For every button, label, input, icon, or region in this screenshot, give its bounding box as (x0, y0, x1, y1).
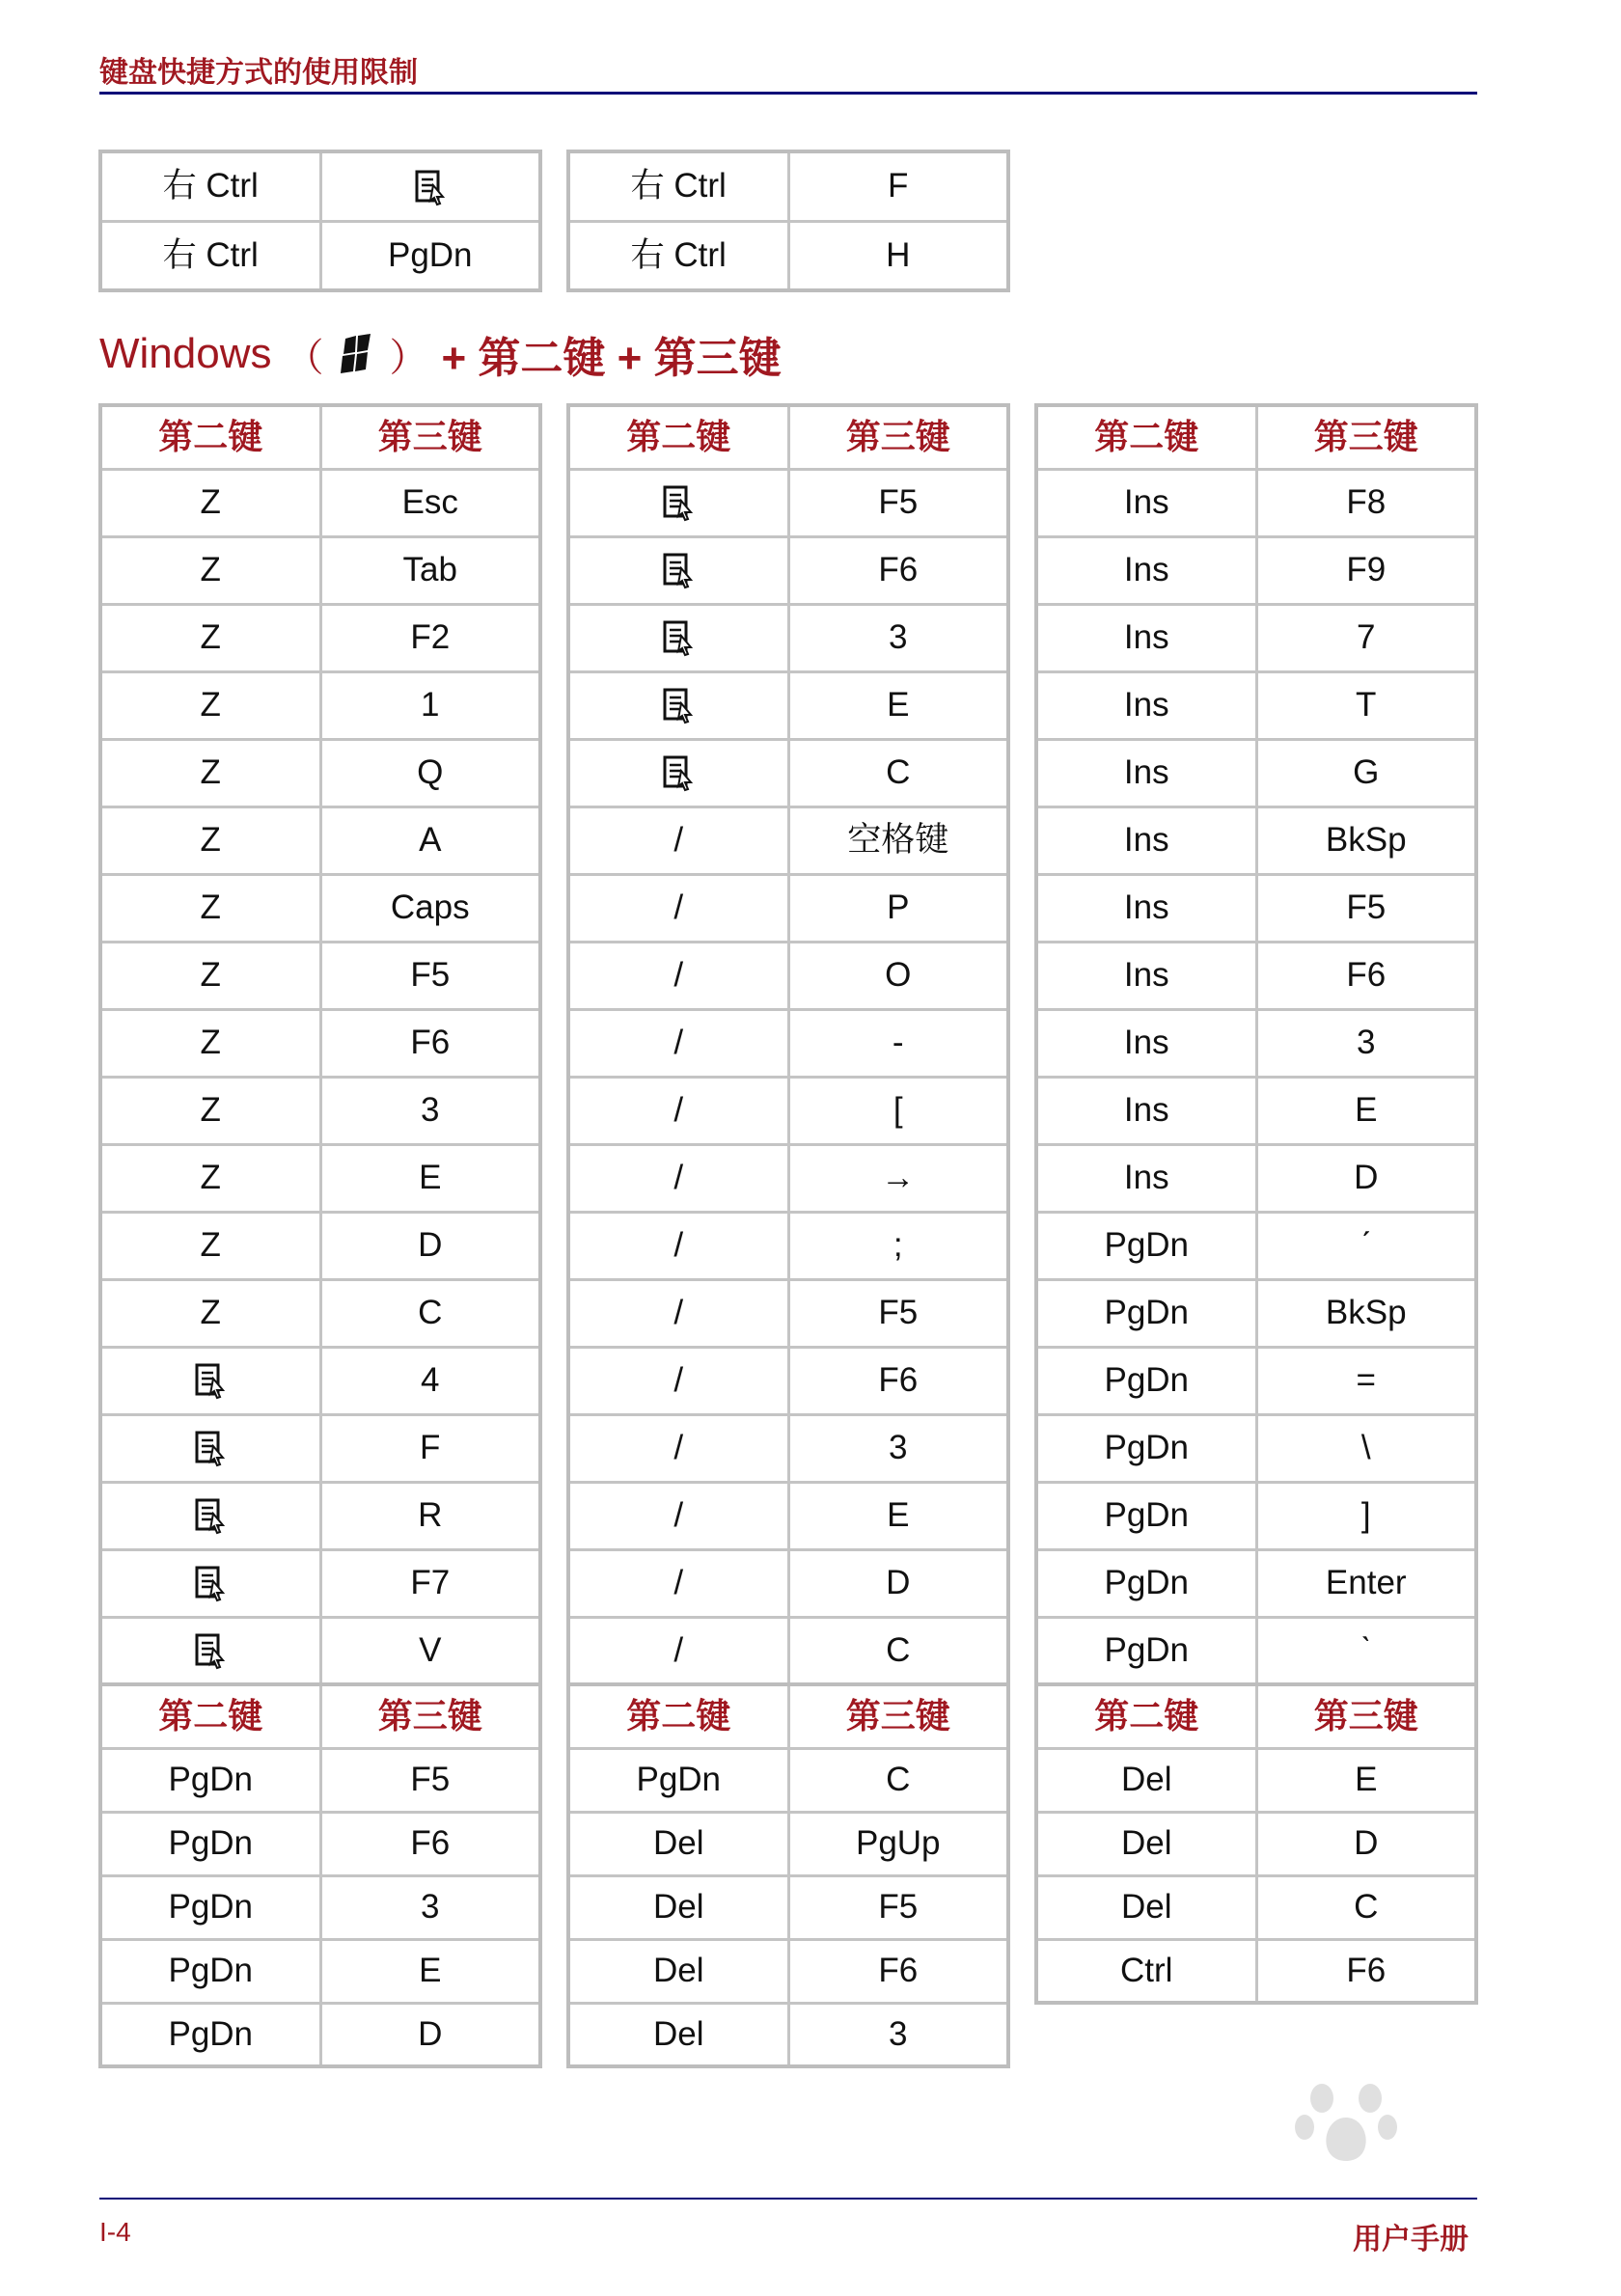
key-cell: E (788, 1482, 1008, 1549)
column-header: 第三键 (1256, 405, 1476, 469)
key-cell: Ins (1036, 671, 1256, 739)
key-cell: / (568, 1077, 788, 1144)
key-cell: F6 (320, 1812, 540, 1875)
top-table-2 (566, 150, 1010, 292)
key-cell: Z (100, 874, 320, 942)
key-cell: F6 (1256, 942, 1476, 1009)
shortcut-table-2 (566, 403, 1010, 1686)
key-cell: PgDn (1036, 1347, 1256, 1414)
key-cell: ˊ (1256, 1212, 1476, 1279)
key-cell: Z (100, 671, 320, 739)
table-row (100, 806, 540, 874)
key-cell: ; (788, 1212, 1008, 1279)
key-cell: / (568, 1549, 788, 1617)
paren-open: （ (285, 336, 324, 379)
key-cell: Z (100, 536, 320, 604)
table-row (100, 1549, 540, 1617)
key-cell: O (788, 942, 1008, 1009)
key-cell: / (568, 1009, 788, 1077)
table-row (1036, 1482, 1476, 1549)
key-cell: Z (100, 739, 320, 806)
key-cell: Del (1036, 1812, 1256, 1875)
key-cell: BkSp (1256, 806, 1476, 874)
key-cell: Z (100, 1144, 320, 1212)
table-row (100, 1347, 540, 1414)
table-row (100, 1939, 540, 2003)
key-cell: PgDn (320, 221, 540, 290)
key-cell: F5 (788, 469, 1008, 536)
key-cell: F5 (320, 942, 540, 1009)
page-header-title: 键盘快捷方式的使用限制 (99, 57, 418, 89)
table-row (1036, 1939, 1476, 2003)
column-header: 第三键 (788, 1684, 1008, 1748)
table-row (1036, 1875, 1476, 1939)
key-cell: Ins (1036, 942, 1256, 1009)
key-cell: Ins (1036, 874, 1256, 942)
key-cell: - (788, 1009, 1008, 1077)
key-cell: PgDn (100, 2003, 320, 2066)
page-number: I-4 (99, 2217, 131, 2247)
table-row (1036, 469, 1476, 536)
key-cell: 3 (788, 1414, 1008, 1482)
table-row (1036, 1617, 1476, 1684)
key-cell: PgDn (1036, 1549, 1256, 1617)
table-row (1036, 604, 1476, 671)
key-cell: Z (100, 604, 320, 671)
table-row (1036, 874, 1476, 942)
shortcut-table-1b (98, 1682, 542, 2068)
key-cell: / (568, 1212, 788, 1279)
key-cell: Del (568, 1939, 788, 2003)
table-row (1036, 1212, 1476, 1279)
key-cell: F6 (788, 1939, 1008, 2003)
key-cell: PgDn (1036, 1212, 1256, 1279)
key-cell: Caps (320, 874, 540, 942)
table-header-row (1036, 405, 1476, 469)
table-row (1036, 1009, 1476, 1077)
key-cell: PgDn (1036, 1279, 1256, 1347)
table-row (100, 2003, 540, 2066)
table-row (568, 221, 1008, 290)
column-header: 第三键 (320, 405, 540, 469)
shortcut-table-3b (1034, 1682, 1478, 2005)
key-cell: Del (1036, 1875, 1256, 1939)
menu-key-icon (100, 1617, 320, 1684)
table-row (568, 2003, 1008, 2066)
table-row (568, 469, 1008, 536)
menu-key-icon (320, 151, 540, 221)
key-cell: → (788, 1144, 1008, 1212)
table-row (100, 1212, 540, 1279)
top-table-1 (98, 150, 542, 292)
key-cell: [ (788, 1077, 1008, 1144)
table-row (100, 1482, 540, 1549)
table-row (568, 604, 1008, 671)
key-cell: F6 (320, 1009, 540, 1077)
key-cell: C (788, 1748, 1008, 1812)
key-cell: Del (568, 1875, 788, 1939)
key-cell: F2 (320, 604, 540, 671)
table-row (568, 739, 1008, 806)
key-cell: PgDn (1036, 1617, 1256, 1684)
key-cell: 1 (320, 671, 540, 739)
table-row (568, 1347, 1008, 1414)
table-row (100, 1414, 540, 1482)
key-cell: Ins (1036, 1009, 1256, 1077)
table-row (568, 1212, 1008, 1279)
table-row (568, 1939, 1008, 2003)
key-cell: Z (100, 1009, 320, 1077)
table-row (100, 604, 540, 671)
windows-logo-icon (338, 333, 376, 375)
paren-close: ） (389, 336, 428, 379)
key-cell: PgDn (1036, 1482, 1256, 1549)
key-cell: Ins (1036, 469, 1256, 536)
key-cell: 右 Ctrl (568, 151, 788, 221)
column-header: 第二键 (100, 405, 320, 469)
table-row (100, 469, 540, 536)
table-row (100, 221, 540, 290)
key-cell: PgDn (100, 1875, 320, 1939)
key-cell: 3 (1256, 1009, 1476, 1077)
table-row (100, 151, 540, 221)
section-title-windows: Windows (99, 330, 272, 377)
key-cell: PgUp (788, 1812, 1008, 1875)
menu-key-icon (568, 536, 788, 604)
key-cell: F8 (1256, 469, 1476, 536)
table-row (100, 1617, 540, 1684)
key-cell: Del (568, 1812, 788, 1875)
key-cell: F (320, 1414, 540, 1482)
key-cell: PgDn (100, 1939, 320, 2003)
key-cell: PgDn (100, 1812, 320, 1875)
table-row (568, 1279, 1008, 1347)
key-cell: Tab (320, 536, 540, 604)
table-row (568, 1482, 1008, 1549)
table-row (568, 1077, 1008, 1144)
key-cell: / (568, 1279, 788, 1347)
key-cell: F7 (320, 1549, 540, 1617)
table-row (100, 1812, 540, 1875)
key-cell: 3 (320, 1875, 540, 1939)
key-cell: T (1256, 671, 1476, 739)
key-cell: ] (1256, 1482, 1476, 1549)
column-header: 第二键 (1036, 405, 1256, 469)
key-cell: Ctrl (1036, 1939, 1256, 2003)
key-cell: 右 Ctrl (100, 221, 320, 290)
table-row (1036, 739, 1476, 806)
shortcut-table-2b (566, 1682, 1010, 2068)
key-cell: 3 (788, 2003, 1008, 2066)
table-row (568, 671, 1008, 739)
key-cell: F6 (1256, 1939, 1476, 2003)
table-row (100, 1748, 540, 1812)
table-header-row (100, 1684, 540, 1748)
menu-key-icon (100, 1414, 320, 1482)
key-cell: 右 Ctrl (568, 221, 788, 290)
key-cell: E (320, 1144, 540, 1212)
column-header: 第三键 (1256, 1684, 1476, 1748)
table-header-row (1036, 1684, 1476, 1748)
column-header: 第二键 (100, 1684, 320, 1748)
key-cell: V (320, 1617, 540, 1684)
key-cell: / (568, 1414, 788, 1482)
key-cell: / (568, 806, 788, 874)
table-row (1036, 1347, 1476, 1414)
table-row (568, 1009, 1008, 1077)
table-row (568, 1875, 1008, 1939)
key-cell: R (320, 1482, 540, 1549)
key-cell: Z (100, 806, 320, 874)
table-row (568, 874, 1008, 942)
menu-key-icon (568, 739, 788, 806)
key-cell: Z (100, 942, 320, 1009)
key-cell: 空格键 (788, 806, 1008, 874)
key-cell: / (568, 1144, 788, 1212)
table-row (1036, 1414, 1476, 1482)
key-cell: ˋ (1256, 1617, 1476, 1684)
key-cell: = (1256, 1347, 1476, 1414)
table-row (100, 671, 540, 739)
table-row (100, 739, 540, 806)
table-row (568, 151, 1008, 221)
table-row (568, 1812, 1008, 1875)
key-cell: Enter (1256, 1549, 1476, 1617)
key-cell: 3 (320, 1077, 540, 1144)
shortcut-table-3 (1034, 403, 1478, 1686)
column-header: 第三键 (320, 1684, 540, 1748)
table-row (568, 1617, 1008, 1684)
table-row (568, 1414, 1008, 1482)
column-header: 第二键 (568, 405, 788, 469)
key-cell: 3 (788, 604, 1008, 671)
table-row (100, 1009, 540, 1077)
menu-key-icon (100, 1482, 320, 1549)
key-cell: P (788, 874, 1008, 942)
key-cell: F9 (1256, 536, 1476, 604)
table-row (568, 536, 1008, 604)
table-row (1036, 1549, 1476, 1617)
key-cell: 4 (320, 1347, 540, 1414)
key-cell: PgDn (1036, 1414, 1256, 1482)
table-row (1036, 1812, 1476, 1875)
table-row (100, 1144, 540, 1212)
key-cell: Del (1036, 1748, 1256, 1812)
key-cell: / (568, 874, 788, 942)
shortcut-table-1 (98, 403, 542, 1686)
key-cell: Del (568, 2003, 788, 2066)
key-cell: PgDn (568, 1748, 788, 1812)
table-row (1036, 1077, 1476, 1144)
key-cell: C (1256, 1875, 1476, 1939)
table-row (568, 806, 1008, 874)
key-cell: F5 (320, 1748, 540, 1812)
table-row (100, 1077, 540, 1144)
table-row (1036, 536, 1476, 604)
key-cell: Z (100, 1279, 320, 1347)
section-title-suffix: + 第二键 + 第三键 (441, 335, 782, 382)
table-row (1036, 1748, 1476, 1812)
key-cell: Ins (1036, 739, 1256, 806)
table-row (568, 942, 1008, 1009)
key-cell: / (568, 1482, 788, 1549)
table-row (1036, 671, 1476, 739)
table-header-row (568, 405, 1008, 469)
section-title (99, 323, 782, 385)
table-row (1036, 1144, 1476, 1212)
column-header: 第三键 (788, 405, 1008, 469)
table-row (100, 874, 540, 942)
table-row (100, 1279, 540, 1347)
key-cell: Z (100, 469, 320, 536)
key-cell: E (1256, 1077, 1476, 1144)
key-cell: D (1256, 1812, 1476, 1875)
key-cell: Z (100, 1212, 320, 1279)
key-cell: A (320, 806, 540, 874)
menu-key-icon (100, 1347, 320, 1414)
key-cell: Esc (320, 469, 540, 536)
key-cell: 7 (1256, 604, 1476, 671)
table-row (100, 1875, 540, 1939)
key-cell: C (788, 739, 1008, 806)
key-cell: G (1256, 739, 1476, 806)
key-cell: E (1256, 1748, 1476, 1812)
key-cell: / (568, 1617, 788, 1684)
key-cell: E (788, 671, 1008, 739)
manual-label: 用户手册 (1353, 2224, 1469, 2255)
table-row (1036, 1279, 1476, 1347)
key-cell: PgDn (100, 1748, 320, 1812)
key-cell: Ins (1036, 536, 1256, 604)
key-cell: F6 (788, 1347, 1008, 1414)
key-cell: D (788, 1549, 1008, 1617)
header-rule (99, 92, 1477, 95)
key-cell: / (568, 1347, 788, 1414)
key-cell: F5 (788, 1875, 1008, 1939)
menu-key-icon (100, 1549, 320, 1617)
key-cell: Ins (1036, 806, 1256, 874)
table-row (1036, 806, 1476, 874)
key-cell: F5 (788, 1279, 1008, 1347)
table-row (1036, 942, 1476, 1009)
key-cell: F (788, 151, 1008, 221)
key-cell: E (320, 1939, 540, 2003)
key-cell: 右 Ctrl (100, 151, 320, 221)
watermark-paw-icon (1293, 2074, 1399, 2171)
key-cell: F5 (1256, 874, 1476, 942)
key-cell: Ins (1036, 1144, 1256, 1212)
key-cell: D (1256, 1144, 1476, 1212)
table-row (568, 1144, 1008, 1212)
key-cell: Q (320, 739, 540, 806)
key-cell: D (320, 1212, 540, 1279)
table-row (568, 1748, 1008, 1812)
key-cell: Ins (1036, 1077, 1256, 1144)
key-cell: C (320, 1279, 540, 1347)
menu-key-icon (568, 469, 788, 536)
column-header: 第二键 (1036, 1684, 1256, 1748)
table-header-row (568, 1684, 1008, 1748)
key-cell: Z (100, 1077, 320, 1144)
menu-key-icon (568, 671, 788, 739)
key-cell: / (568, 942, 788, 1009)
key-cell: C (788, 1617, 1008, 1684)
key-cell: F6 (788, 536, 1008, 604)
key-cell: BkSp (1256, 1279, 1476, 1347)
table-row (100, 942, 540, 1009)
key-cell: D (320, 2003, 540, 2066)
key-cell: \ (1256, 1414, 1476, 1482)
key-cell: H (788, 221, 1008, 290)
column-header: 第二键 (568, 1684, 788, 1748)
table-row (568, 1549, 1008, 1617)
key-cell: Ins (1036, 604, 1256, 671)
menu-key-icon (568, 604, 788, 671)
table-header-row (100, 405, 540, 469)
footer-rule (99, 2198, 1477, 2200)
table-row (100, 536, 540, 604)
